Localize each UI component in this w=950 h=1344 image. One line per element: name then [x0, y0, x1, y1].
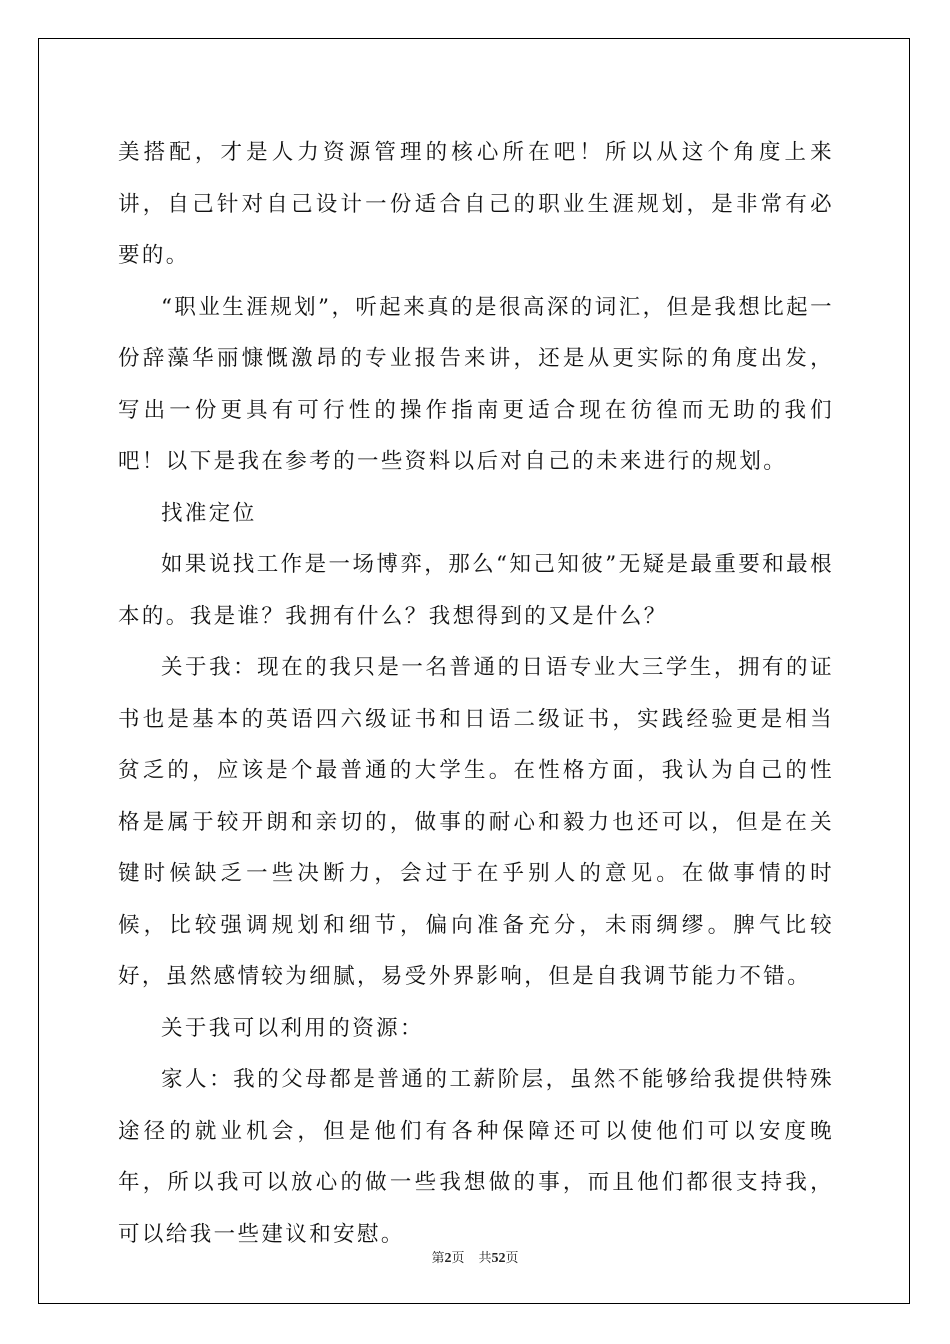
document-body	[118, 127, 834, 1260]
total-prefix: 共	[478, 1251, 492, 1266]
page-footer	[0, 1247, 950, 1267]
section-heading: 找准定位	[161, 500, 257, 526]
page-indicator	[431, 1251, 464, 1266]
page-prefix: 第	[431, 1251, 445, 1266]
paragraph: 关于我可以利用的资源：	[161, 1015, 424, 1041]
page-suffix: 页	[451, 1251, 465, 1266]
paragraph: “职业生涯规划”，听起来真的是很高深的词汇，但是我想比起一份辞藻华丽慷慨激昂的专业报告来讲，还是从更实际的角度出发，写出一份更具有可行性的操作指南更适合现在彷徨而无助的我们吧！以下是我在参考的一些资料以后对自己的未来进行的规划。	[118, 294, 834, 474]
total-pages-indicator	[479, 1251, 519, 1266]
total-suffix: 页	[505, 1251, 519, 1266]
paragraph: 关于我：现在的我只是一名普通的日语专业大三学生，拥有的证书也是基本的英语四六级证书和日语二级证书，实践经验更是相当贫乏的，应该是个最普通的大学生。在性格方面，我认为自己的性格是属于较开朗和亲切的，做事的耐心和毅力也还可以，但是在关键时候缺乏一些决断力，会过于在乎别人的意见。在做事情的时候，比较强调规划和细节，偏向准备充分，未雨绸缪。脾气比较好，虽然感情较为细腻，易受外界影响，但是自我调节能力不错。	[118, 655, 834, 989]
page-number: 2	[444, 1251, 452, 1266]
paragraph: 家人：我的父母都是普通的工薪阶层，虽然不能够给我提供特殊途径的就业机会，但是他们有各种保障还可以使他们可以安度晚年，所以我可以放心的做一些我想做的事，而且他们都很支持我，可以给我一些建议和安慰。	[118, 1067, 834, 1247]
paragraph: 如果说找工作是一场博弈，那么“知己知彼”无疑是最重要和最根本的。我是谁？我拥有什么？我想得到的又是什么？	[118, 552, 834, 629]
paragraph: 美搭配，才是人力资源管理的核心所在吧！所以从这个角度上来讲，自己针对自己设计一份适合自己的职业生涯规划，是非常有必要的。	[118, 140, 834, 268]
total-pages: 52	[491, 1251, 506, 1266]
